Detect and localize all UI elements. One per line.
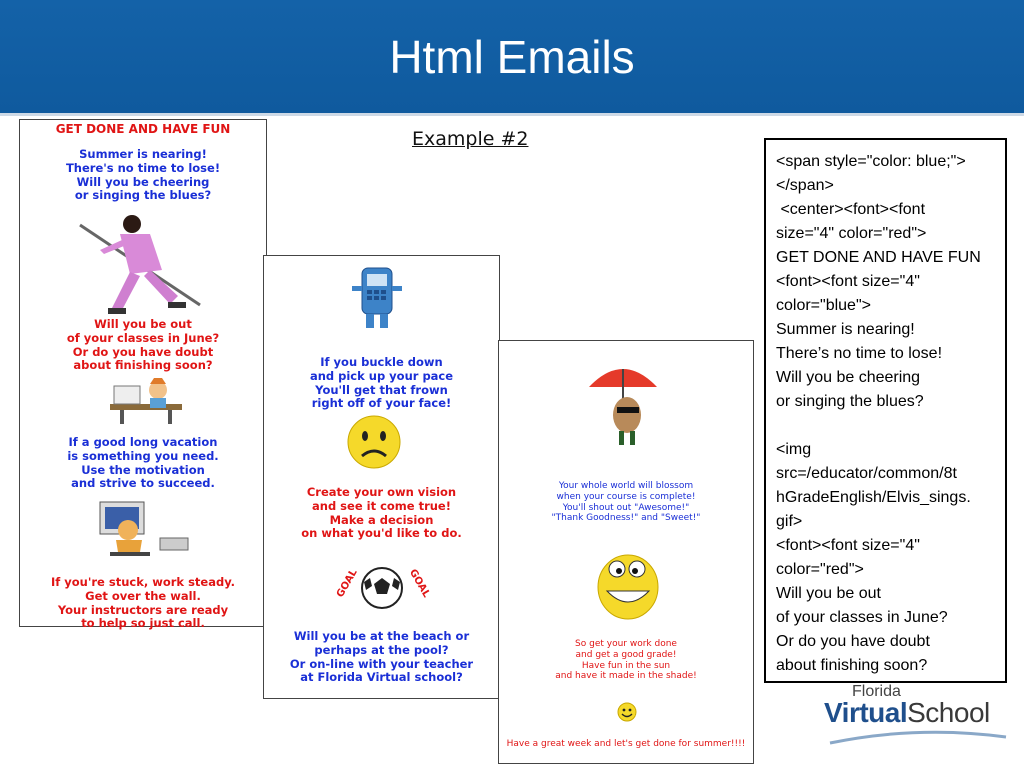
code-line: There’s no time to lose! [776,345,943,362]
code-line: size="4" color="red"> [776,225,927,242]
email-panel-3 [498,340,754,764]
goal-left-label: GOAL [334,567,360,600]
panel3-footer: Have a great week and let's get done for summer!!!! [506,739,746,749]
code-line: <img [776,441,812,458]
soccer-ball-icon [358,564,406,612]
cell-phone-character-image [348,264,408,334]
logo-swoosh-icon [828,729,1008,747]
title-bar [0,0,1024,116]
code-line: </span> [776,177,834,194]
umbrella-character-image [583,357,663,457]
code-line: or singing the blues? [776,393,924,410]
logo-school-text: School [907,697,990,728]
grinning-face-image [593,547,663,623]
email-panel-2 [263,255,500,699]
slide-title: Html Emails [389,31,635,83]
busy-worker-image [100,376,190,428]
code-line: <span style="color: blue;"> [776,153,966,170]
code-line: <font><font size="4" [776,273,920,290]
panel2-block2: Create your own vision and see it come true! Make a decision on what you'd like to do. [301,485,462,541]
example-title: Example #2 [412,128,529,150]
florida-virtual-school-logo [820,683,1010,753]
panel1-block1: Summer is nearing! There's no time to lose! Will you be cheering or singing the blues? [65,147,221,203]
html-code-box [764,138,1007,683]
goal-soccer-graphic [332,560,432,616]
frown-face-image [344,412,404,472]
code-line: GET DONE AND HAVE FUN [776,249,981,266]
code-line: <font><font size="4" [776,537,920,554]
code-line: gif> [776,513,803,530]
code-line: hGradeEnglish/Elvis_sings. [776,489,971,506]
panel3-block1: Your whole world will blossom when your course is complete! You'll shout out "Awesome!" "Thank Goodness!" and "Sweet!" [551,481,701,524]
computer-user-image [96,496,196,558]
panel1-block4: If you're stuck, work steady. Get over the wall. Your instructors are ready to help so just call. [50,575,236,631]
code-line: about finishing soon? [776,657,928,674]
code-line: Will you be cheering [776,369,921,386]
panel2-block1: If you buckle down and pick up your pace You'll get that frown right off of your face! [309,355,454,411]
panel1-block3: If a good long vacation is something you need. Use the motivation and strive to succeed. [67,435,219,491]
logo-florida-text: Florida [852,683,901,700]
logo-virtual-text: Virtual [824,697,908,728]
code-line: Will you be out [776,585,881,602]
code-line: Summer is nearing! [776,321,915,338]
panel1-block2: Will you be out of your classes in June? Or do you have doubt about finishing soon? [66,317,220,373]
panel1-heading: GET DONE AND HAVE FUN [55,122,231,136]
code-line: src=/educator/common/8t [776,465,957,482]
elvis-singer-image [60,210,230,320]
code-line: color="red"> [776,561,864,578]
logo-wordmark [824,697,990,729]
code-line [776,414,997,438]
goal-right-label: GOAL [406,567,432,600]
code-line: color="blue"> [776,297,871,314]
code-line: of your classes in June? [776,609,948,626]
small-smiley-icon [616,701,638,723]
code-line: Or do you have doubt [776,633,930,650]
panel2-block3: Will you be at the beach or perhaps at the pool? Or on-line with your teacher at Florida Virtual school? [289,629,474,685]
email-panel-1 [19,119,267,631]
panel3-block2: So get your work done and get a good grade! Have fun in the sun and have it made in the shade! [555,639,697,682]
code-line: <center><font><font [776,201,926,218]
